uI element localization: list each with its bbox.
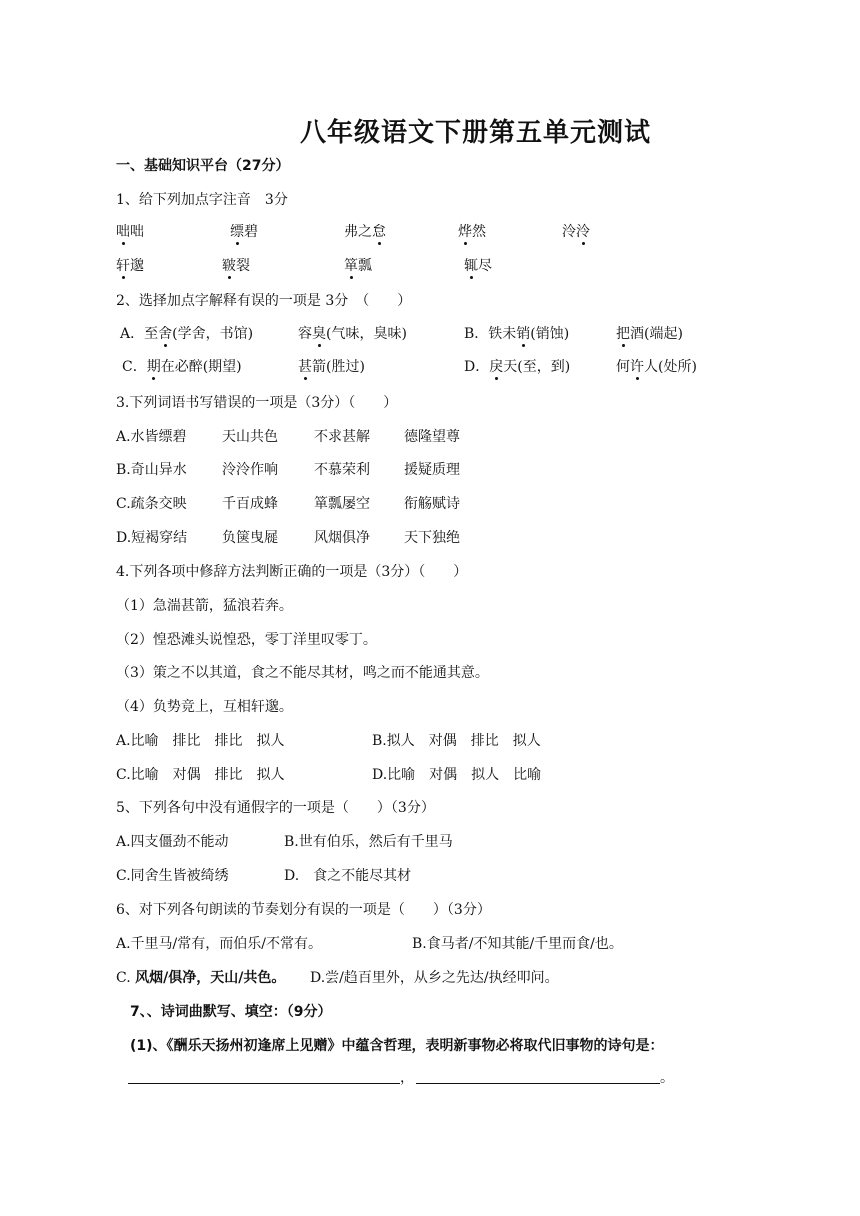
- question-4-item: （4）负势竞上，互相轩邈。: [116, 699, 293, 715]
- option-cell: 风烟俱净: [314, 530, 370, 546]
- answer-blank-1[interactable]: [128, 1083, 400, 1084]
- option-d: D．戾天(至，到): [464, 359, 571, 375]
- pinyin-item: 轩邈: [116, 258, 144, 274]
- option-cell: 负箧曳屣: [222, 530, 278, 546]
- pinyin-item: 缥碧: [230, 224, 258, 240]
- pinyin-item: 箪瓢: [344, 258, 372, 274]
- option-d: D.比喻 对偶 拟人 比喻: [372, 767, 542, 783]
- option-b: B．铁未销(销蚀): [464, 326, 570, 342]
- pinyin-item: 弗之怠: [344, 224, 386, 240]
- option-d: D.尝/趋百里外，从乡之先达/执经叩问。: [310, 970, 559, 986]
- option-cell: 不求甚解: [314, 429, 370, 445]
- option-c: C．期在必醉(期望): [122, 359, 242, 375]
- answer-blank-2[interactable]: [416, 1083, 660, 1084]
- comma: ，: [400, 1070, 414, 1086]
- pinyin-item: 咄咄: [116, 224, 144, 240]
- question-7-sub-1: (1)、《酬乐天扬州初逢席上见赠》中蕴含哲理，表明新事物必将取代旧事物的诗句是：: [130, 1038, 664, 1054]
- option-cell: A.水皆缥碧: [116, 429, 187, 445]
- option-d-2: 何许人(处所): [616, 359, 697, 375]
- option-a: A．至舍(学舍，书馆): [120, 326, 254, 342]
- pinyin-item: 泠泠: [562, 224, 590, 240]
- option-b: B.世有伯乐，然后有千里马: [284, 834, 453, 850]
- option-a: A.四支僵劲不能动: [116, 834, 229, 850]
- option-c: C.比喻 对偶 排比 拟人: [116, 767, 285, 783]
- question-7-stem: 7、、诗词曲默写、填空：（9分）: [130, 1004, 332, 1020]
- pinyin-item: 皲裂: [222, 258, 250, 274]
- option-a: A.千里马/常有，而伯乐/不常有。: [116, 936, 322, 952]
- option-cell: 泠泠作响: [222, 462, 278, 478]
- option-b: B.拟人 对偶 排比 拟人: [372, 733, 541, 749]
- option-cell: 援疑质理: [404, 462, 460, 478]
- option-b: B.食马者/不知其能/千里而食/也。: [412, 936, 623, 952]
- question-5-stem: 5、下列各句中没有通假字的一项是（ ）（3分）: [116, 800, 435, 816]
- option-cell: 不慕荣利: [314, 462, 370, 478]
- question-2-stem: 2、选择加点字解释有误的一项是 3分 （ ）: [116, 293, 412, 309]
- option-cell: 天下独绝: [404, 530, 460, 546]
- option-a: A.比喻 排比 排比 拟人: [116, 733, 285, 749]
- question-4-item: （2）惶恐滩头说惶恐，零丁洋里叹零丁。: [116, 632, 377, 648]
- pinyin-item: 烨然: [458, 224, 486, 240]
- option-cell: 千百成蜂: [222, 496, 278, 512]
- question-4-item: （1）急湍甚箭，猛浪若奔。: [116, 598, 293, 614]
- option-b-2: 把酒(端起): [616, 326, 683, 342]
- option-cell: 衔觞赋诗: [404, 496, 460, 512]
- option-cell: 箪瓢屡空: [314, 496, 370, 512]
- option-d: D. 食之不能尽其材: [284, 868, 412, 884]
- question-4-stem: 4.下列各项中修辞方法判断正确的一项是（3分）（ ）: [116, 564, 468, 580]
- option-cell: 天山共色: [222, 429, 278, 445]
- option-cell: D.短褐穿结: [116, 530, 188, 546]
- option-cell: C.疏条交映: [116, 496, 187, 512]
- option-c: C.同舍生皆被绮绣: [116, 868, 229, 884]
- option-cell: B.奇山异水: [116, 462, 187, 478]
- option-a-2: 容臭(气味，臭味): [298, 326, 407, 342]
- period: 。: [660, 1070, 674, 1086]
- pinyin-item: 辄尽: [464, 258, 492, 274]
- question-4-item: （3）策之不以其道，食之不能尽其材，鸣之而不能通其意。: [116, 665, 489, 681]
- option-c-2: 甚箭(胜过): [298, 359, 365, 375]
- question-6-stem: 6、对下列各句朗读的节奏划分有误的一项是（ ）（3分）: [116, 902, 491, 918]
- question-1-stem: 1、给下列加点字注音 3分: [116, 192, 288, 208]
- section-heading: 一、基础知识平台（27分）: [116, 158, 290, 174]
- question-3-stem: 3.下列词语书写错误的一项是（3分）（ ）: [116, 395, 398, 411]
- option-cell: 德隆望尊: [404, 429, 460, 445]
- option-c: C. 风烟/俱净，天山/共色。: [116, 970, 286, 986]
- page-title: 八年级语文下册第五单元测试: [300, 118, 652, 148]
